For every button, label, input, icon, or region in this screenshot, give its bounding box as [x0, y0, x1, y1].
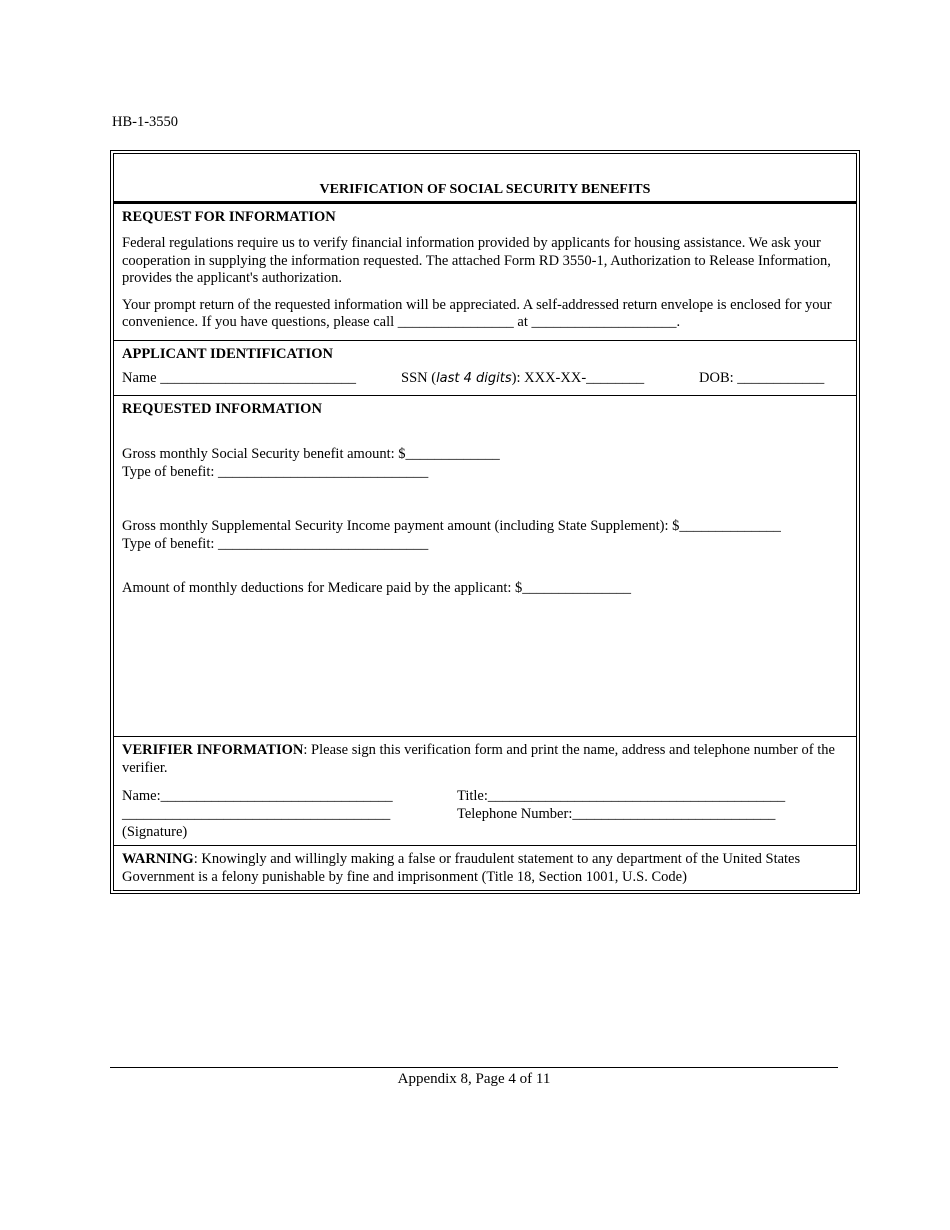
footer-divider: [110, 1067, 838, 1068]
verifier-phone-field[interactable]: Telephone Number:____________________________: [457, 806, 776, 822]
request-section: [114, 204, 856, 341]
requested-heading: REQUESTED INFORMATION: [122, 401, 322, 417]
ss-type-field[interactable]: Type of benefit: _____________________________: [122, 464, 429, 480]
form-inner-border: [113, 153, 857, 891]
verifier-signature-label: (Signature): [122, 824, 188, 840]
form-title: VERIFICATION OF SOCIAL SECURITY BENEFITS: [114, 154, 856, 204]
verification-form: [110, 150, 860, 894]
applicant-section: [114, 341, 856, 396]
ssn-hint: last 4 digits: [436, 371, 512, 386]
ssn-suffix: ): XXX-XX-________: [511, 370, 645, 386]
verifier-name-field[interactable]: Name:________________________________: [122, 788, 393, 804]
verifier-text: [122, 742, 848, 777]
page-footer: Appendix 8, Page 4 of 11: [397, 1071, 551, 1087]
applicant-dob-field[interactable]: DOB: ____________: [699, 370, 825, 386]
verifier-heading: VERIFIER INFORMATION: [122, 742, 304, 758]
ss-amount-field[interactable]: Gross monthly Social Security benefit amount: $_____________: [122, 446, 500, 462]
verifier-signature-line[interactable]: _____________________________________: [122, 806, 391, 822]
applicant-name-field[interactable]: Name ___________________________: [122, 370, 356, 386]
requested-section: [114, 396, 856, 737]
verifier-title-field[interactable]: Title:_________________________________________: [457, 788, 786, 804]
verifier-fields: [122, 787, 848, 841]
verifier-instruction: : Please sign this verification form and print the name, address and telephone number of the verifier.: [122, 742, 835, 776]
request-paragraph-1: Federal regulations require us to verify financial information provided by applicants for housing assistance. We ask your cooperation in supplying the information requested. The attached Form RD 3550-1, Authorization to Release Information, provides the applicant's authorization.: [122, 235, 831, 286]
document-id: HB-1-3550: [112, 114, 179, 130]
warning-text: [122, 851, 848, 886]
ssi-amount-field[interactable]: Gross monthly Supplemental Security Income payment amount (including State Supplement): $______________: [122, 518, 781, 534]
medicare-field[interactable]: Amount of monthly deductions for Medicare paid by the applicant: $_______________: [122, 580, 632, 596]
ssn-prefix: SSN (: [401, 370, 437, 386]
applicant-heading: APPLICANT IDENTIFICATION: [122, 346, 333, 362]
warning-heading: WARNING: [122, 851, 194, 867]
warning-body: : Knowingly and willingly making a false or fraudulent statement to any department of the United States Government is a felony punishable by fine and imprisonment (Title 18, Section 1001, U.S. Code): [122, 851, 801, 885]
verifier-section: [114, 737, 856, 846]
applicant-fields-row: [122, 370, 848, 387]
applicant-ssn-field[interactable]: [401, 370, 699, 387]
request-paragraph-2: Your prompt return of the requested information will be appreciated. A self-addressed return envelope is enclosed for your convenience. If you have questions, please call ________________ at ____________________.: [122, 296, 832, 330]
request-heading: REQUEST FOR INFORMATION: [122, 209, 336, 225]
verifier-left-column: [122, 787, 457, 841]
warning-section: [114, 846, 856, 892]
verifier-right-column: [457, 787, 785, 841]
ssi-type-field[interactable]: Type of benefit: _____________________________: [122, 536, 429, 552]
